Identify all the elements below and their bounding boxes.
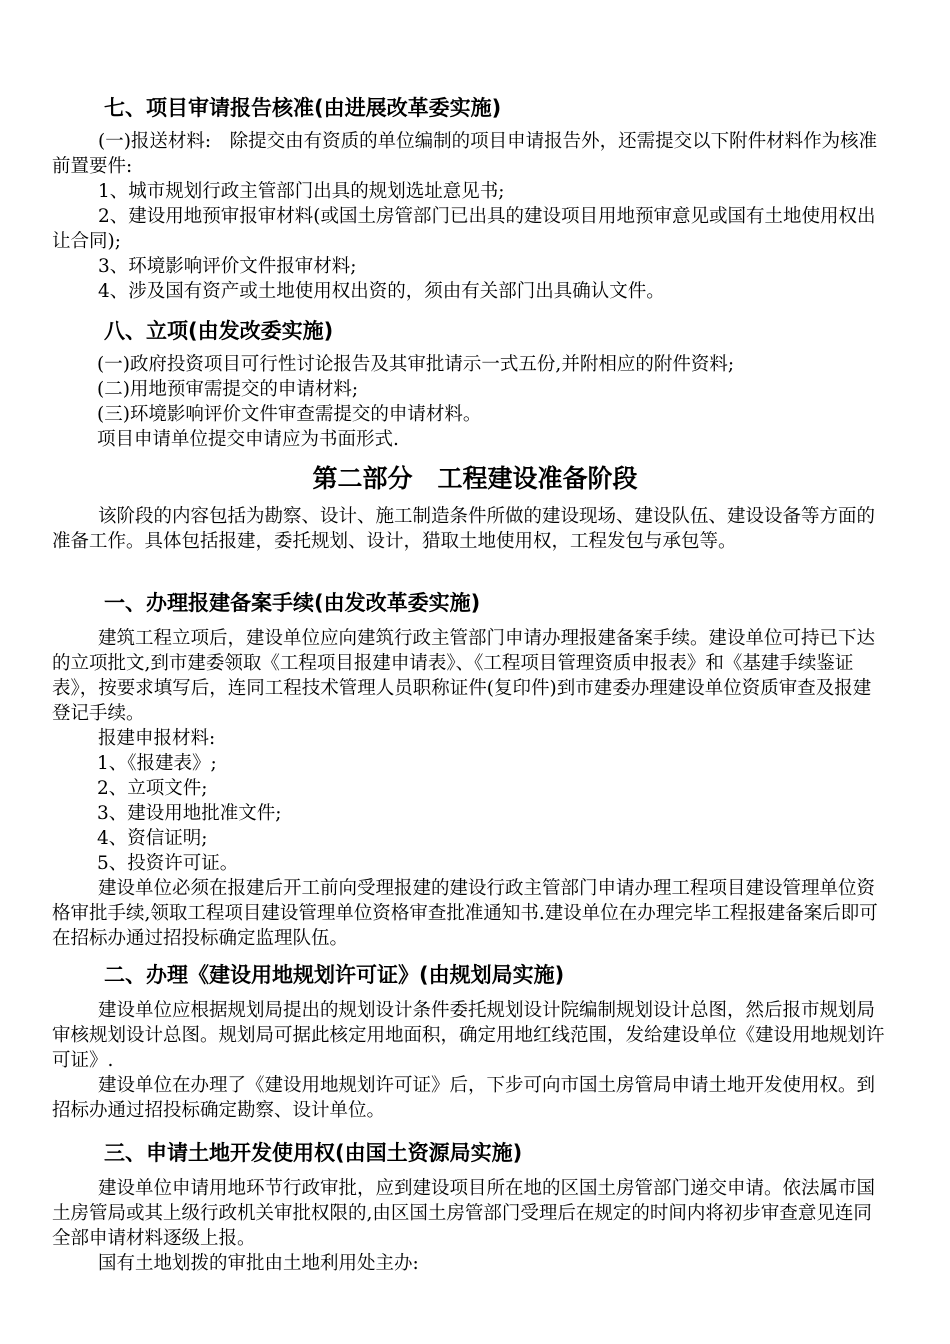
section-a3-title: 三、申请土地开发使用权(由国土资源局实施) — [104, 1141, 523, 1165]
section-8 — [0, 316, 950, 452]
section-a1-paragraph: 建筑工程立项后，建设单位应向建筑行政主管部门申请办理报建备案手续。建设单位可持已下达的立项批文,到市建委领取《工程项目报建申请表》、《工程项目管理资质申报表》和《基建手续鉴证表》，按要求填写后，连同工程技术管理人员职称证件(复印件)到市建委办理建设单位资质审查及报建登记手续。 — [52, 628, 876, 724]
section-7-item: 4、涉及国有资产或土地使用权出资的，须由有关部门出具确认文件。 — [98, 281, 665, 302]
section-8-item: (二)用地预审需提交的申请材料; — [97, 379, 359, 400]
section-8-item: (三)环境影响评价文件审查需提交的申请材料。 — [97, 404, 482, 425]
section-a1-item: 1、《报建表》; — [97, 753, 217, 774]
section-a3-paragraph: 国有土地划拨的审批由土地利用处主办: — [98, 1253, 419, 1274]
section-a1-item: 3、建设用地批准文件; — [97, 803, 282, 824]
section-a2-paragraph: 建设单位应根据规划局提出的规划设计条件委托规划设计院编制规划设计总图，然后报市规划局审核规划设计总图。规划局可据此核定用地面积，确定用地红线范围，发给建设单位《建设用地规划许可证》. — [52, 1000, 885, 1071]
section-7 — [0, 93, 950, 304]
section-a1-paragraph: 建设单位必须在报建后开工前向受理报建的建设行政主管部门申请办理工程项目建设管理单位资格审批手续,领取工程项目建设管理单位资格审查批准通知书.建设单位在办理完毕工程报建备案后即可在招标办通过招投标确定监理队伍。 — [52, 878, 878, 949]
section-8-title: 八、立项(由发改委实施) — [104, 319, 334, 343]
section-a1-item: 5、投资许可证。 — [97, 853, 239, 874]
section-a3-paragraph: 建设单位申请用地环节行政审批，应到建设项目所在地的区国土房管部门递交申请。依法属市国土房管局或其上级行政机关审批权限的,由区国土房管部门受理后在规定的时间内将初步审查意见连同全部申请材料逐级上报。 — [52, 1178, 876, 1249]
part-2 — [0, 462, 950, 554]
section-a1-item: 2、立项文件; — [97, 778, 208, 799]
part-2-title: 第二部分 工程建设准备阶段 — [312, 464, 638, 493]
section-a2-paragraph: 建设单位在办理了《建设用地规划许可证》后，下步可向市国土房管局申请土地开发使用权。到招标办通过招投标确定勘察、设计单位。 — [52, 1075, 876, 1121]
section-a1-label: 报建申报材料: — [98, 728, 216, 749]
section-8-item: 项目申请单位提交申请应为书面形式. — [97, 429, 399, 450]
section-a2 — [0, 960, 950, 1123]
section-a2-title: 二、办理《建设用地规划许可证》(由规划局实施) — [104, 963, 565, 987]
section-7-item: 2、建设用地预审报审材料(或国土房管部门已出具的建设项目用地预审意见或国有土地使用权出让合同); — [52, 206, 876, 252]
section-a3 — [0, 1138, 950, 1276]
section-a1-title: 一、办理报建备案手续(由发改革委实施) — [104, 591, 481, 615]
section-7-paragraph: (一)报送材料: 除提交由有资质的单位编制的项目申请报告外，还需提交以下附件材料作为核准前置要件: — [52, 131, 878, 177]
section-a1-item: 4、资信证明; — [97, 828, 208, 849]
section-7-title: 七、项目审请报告核准(由进展改革委实施) — [104, 96, 502, 120]
part-2-intro: 该阶段的内容包括为勘察、设计、施工制造条件所做的建设现场、建设队伍、建设设备等方面的准备工作。具体包括报建，委托规划、设计，猎取土地使用权，工程发包与承包等。 — [52, 506, 876, 552]
section-7-item: 1、城市规划行政主管部门出具的规划选址意见书; — [98, 181, 505, 202]
section-7-item: 3、环境影响评价文件报审材料; — [98, 256, 357, 277]
section-a1 — [0, 588, 950, 951]
section-8-item: (一)政府投资项目可行性讨论报告及其审批请示一式五份,并附相应的附件资料; — [97, 354, 735, 375]
